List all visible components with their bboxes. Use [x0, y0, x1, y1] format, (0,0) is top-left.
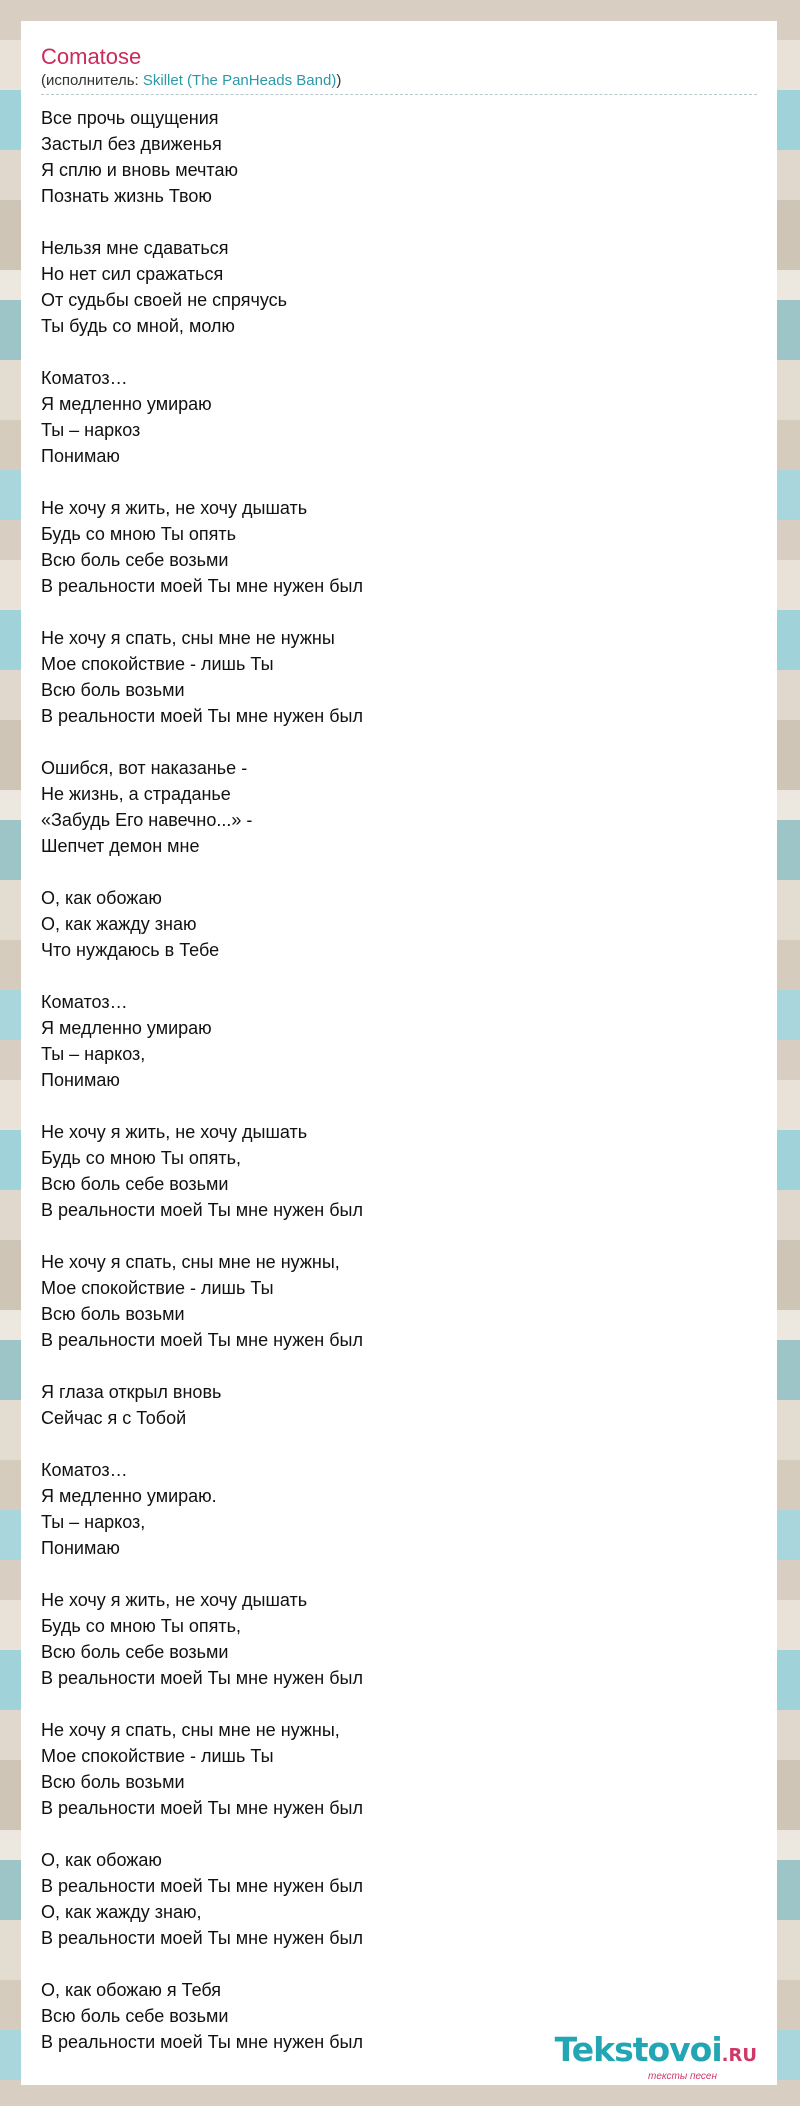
lyrics-line: Не хочу я жить, не хочу дышать: [41, 1122, 308, 1142]
lyrics-line: Познать жизнь Твою: [41, 186, 212, 206]
lyrics-line: Что нуждаюсь в Тебе: [41, 940, 220, 960]
lyrics-stanza: [41, 495, 757, 599]
lyrics-stanza: [41, 365, 757, 469]
lyrics-line: В реальности моей Ты мне нужен был: [41, 1798, 363, 1818]
logo-tld: .RU: [721, 2045, 757, 2066]
lyrics-line: О, как жажду знаю,: [41, 1902, 202, 1922]
lyrics-stanza: [41, 989, 757, 1093]
lyrics-line: От судьбы своей не спрячусь: [41, 290, 288, 310]
lyrics-line: В реальности моей Ты мне нужен был: [41, 1928, 363, 1948]
lyrics-line: Будь со мною Ты опять: [41, 524, 237, 544]
lyrics-line: Шепчет демон мне: [41, 836, 200, 856]
lyrics-line: В реальности моей Ты мне нужен был: [41, 2032, 363, 2052]
lyrics-line: Всю боль себе возьми: [41, 1174, 229, 1194]
artist-suffix: ): [336, 72, 342, 89]
lyrics-line: Понимаю: [41, 1070, 120, 1090]
lyrics-line: Мое спокойствие - лишь Ты: [41, 1278, 274, 1298]
lyrics-stanza: [41, 1379, 757, 1431]
song-title: Comatose: [41, 44, 142, 69]
lyrics-line: Я глаза открыл вновь: [41, 1382, 222, 1402]
lyrics-stanza: [41, 1119, 757, 1223]
artist-link[interactable]: Skillet (The PanHeads Band): [142, 72, 337, 89]
lyrics-line: Коматоз…: [41, 992, 128, 1012]
lyrics-line: В реальности моей Ты мне нужен был: [41, 576, 363, 596]
lyrics-line: Ошибся, вот наказанье -: [41, 758, 248, 778]
lyrics-line: Ты – наркоз: [41, 420, 141, 440]
lyrics-stanza: [41, 235, 757, 339]
lyrics-line: Всю боль возьми: [41, 680, 185, 700]
lyrics-line: Мое спокойствие - лишь Ты: [41, 654, 274, 674]
lyrics-line: Застыл без движенья: [41, 134, 222, 154]
lyrics-line: О, как обожаю я Тебя: [41, 1980, 222, 2000]
lyrics-line: О, как обожаю: [41, 1850, 162, 1870]
lyrics-line: Будь со мною Ты опять,: [41, 1616, 242, 1636]
artist-prefix: (исполнитель:: [41, 72, 143, 89]
lyrics-line: Я сплю и вновь мечтаю: [41, 160, 238, 180]
lyrics-line: Ты – наркоз,: [41, 1044, 146, 1064]
lyrics-line: Коматоз…: [41, 368, 128, 388]
lyrics-line: Я медленно умираю.: [41, 1486, 217, 1506]
lyrics-stanza: [41, 625, 757, 729]
lyrics-line: Ты – наркоз,: [41, 1512, 146, 1532]
lyrics-line: Не хочу я жить, не хочу дышать: [41, 498, 308, 518]
lyrics-line: В реальности моей Ты мне нужен был: [41, 1330, 363, 1350]
lyrics-line: Не хочу я спать, сны мне не нужны,: [41, 1252, 340, 1272]
lyrics-stanza: [41, 1587, 757, 1691]
lyrics-stanza: [41, 1457, 757, 1561]
lyrics-body: [41, 105, 757, 2055]
lyrics-line: Коматоз…: [41, 1460, 128, 1480]
lyrics-line: Не хочу я спать, сны мне не нужны: [41, 628, 335, 648]
lyrics-line: Всю боль возьми: [41, 1772, 185, 1792]
lyrics-stanza: [41, 1249, 757, 1353]
lyrics-line: О, как жажду знаю: [41, 914, 197, 934]
lyrics-line: Ты будь со мной, молю: [41, 316, 235, 336]
logo-name: Tekstovoi: [554, 2030, 722, 2069]
logo-tagline: тексты песен: [648, 2071, 717, 2082]
lyrics-line: В реальности моей Ты мне нужен был: [41, 706, 363, 726]
lyrics-line: Сейчас я с Тобой: [41, 1408, 187, 1428]
lyrics-line: Мое спокойствие - лишь Ты: [41, 1746, 274, 1766]
lyrics-line: В реальности моей Ты мне нужен был: [41, 1200, 363, 1220]
lyrics-line: Я медленно умираю: [41, 394, 212, 414]
lyrics-line: Всю боль себе возьми: [41, 1642, 229, 1662]
lyrics-stanza: [41, 105, 757, 209]
lyrics-line: Понимаю: [41, 1538, 120, 1558]
lyrics-line: Я медленно умираю: [41, 1018, 212, 1038]
lyrics-line: Все прочь ощущения: [41, 108, 219, 128]
lyrics-line: В реальности моей Ты мне нужен был: [41, 1668, 363, 1688]
lyrics-line: В реальности моей Ты мне нужен был: [41, 1876, 363, 1896]
site-logo[interactable]: [555, 2032, 757, 2082]
lyrics-stanza: [41, 885, 757, 963]
lyrics-line: «Забудь Его навечно...» -: [41, 810, 253, 830]
lyrics-line: Не хочу я жить, не хочу дышать: [41, 1590, 308, 1610]
lyrics-line: Всю боль себе возьми: [41, 550, 229, 570]
lyrics-line: О, как обожаю: [41, 888, 162, 908]
lyrics-stanza: [41, 1847, 757, 1951]
lyrics-card: [21, 21, 777, 2085]
lyrics-line: Но нет сил сражаться: [41, 264, 224, 284]
lyrics-stanza: [41, 1717, 757, 1821]
lyrics-line: Не жизнь, а страданье: [41, 784, 231, 804]
lyrics-stanza: [41, 755, 757, 859]
lyrics-line: Будь со мною Ты опять,: [41, 1148, 242, 1168]
lyrics-line: Всю боль возьми: [41, 1304, 185, 1324]
lyrics-line: Понимаю: [41, 446, 120, 466]
lyrics-line: Нельзя мне сдаваться: [41, 238, 229, 258]
lyrics-line: Не хочу я спать, сны мне не нужны,: [41, 1720, 340, 1740]
artist-byline: [41, 71, 757, 95]
logo-wordmark: [555, 2032, 757, 2074]
lyrics-line: Всю боль себе возьми: [41, 2006, 229, 2026]
